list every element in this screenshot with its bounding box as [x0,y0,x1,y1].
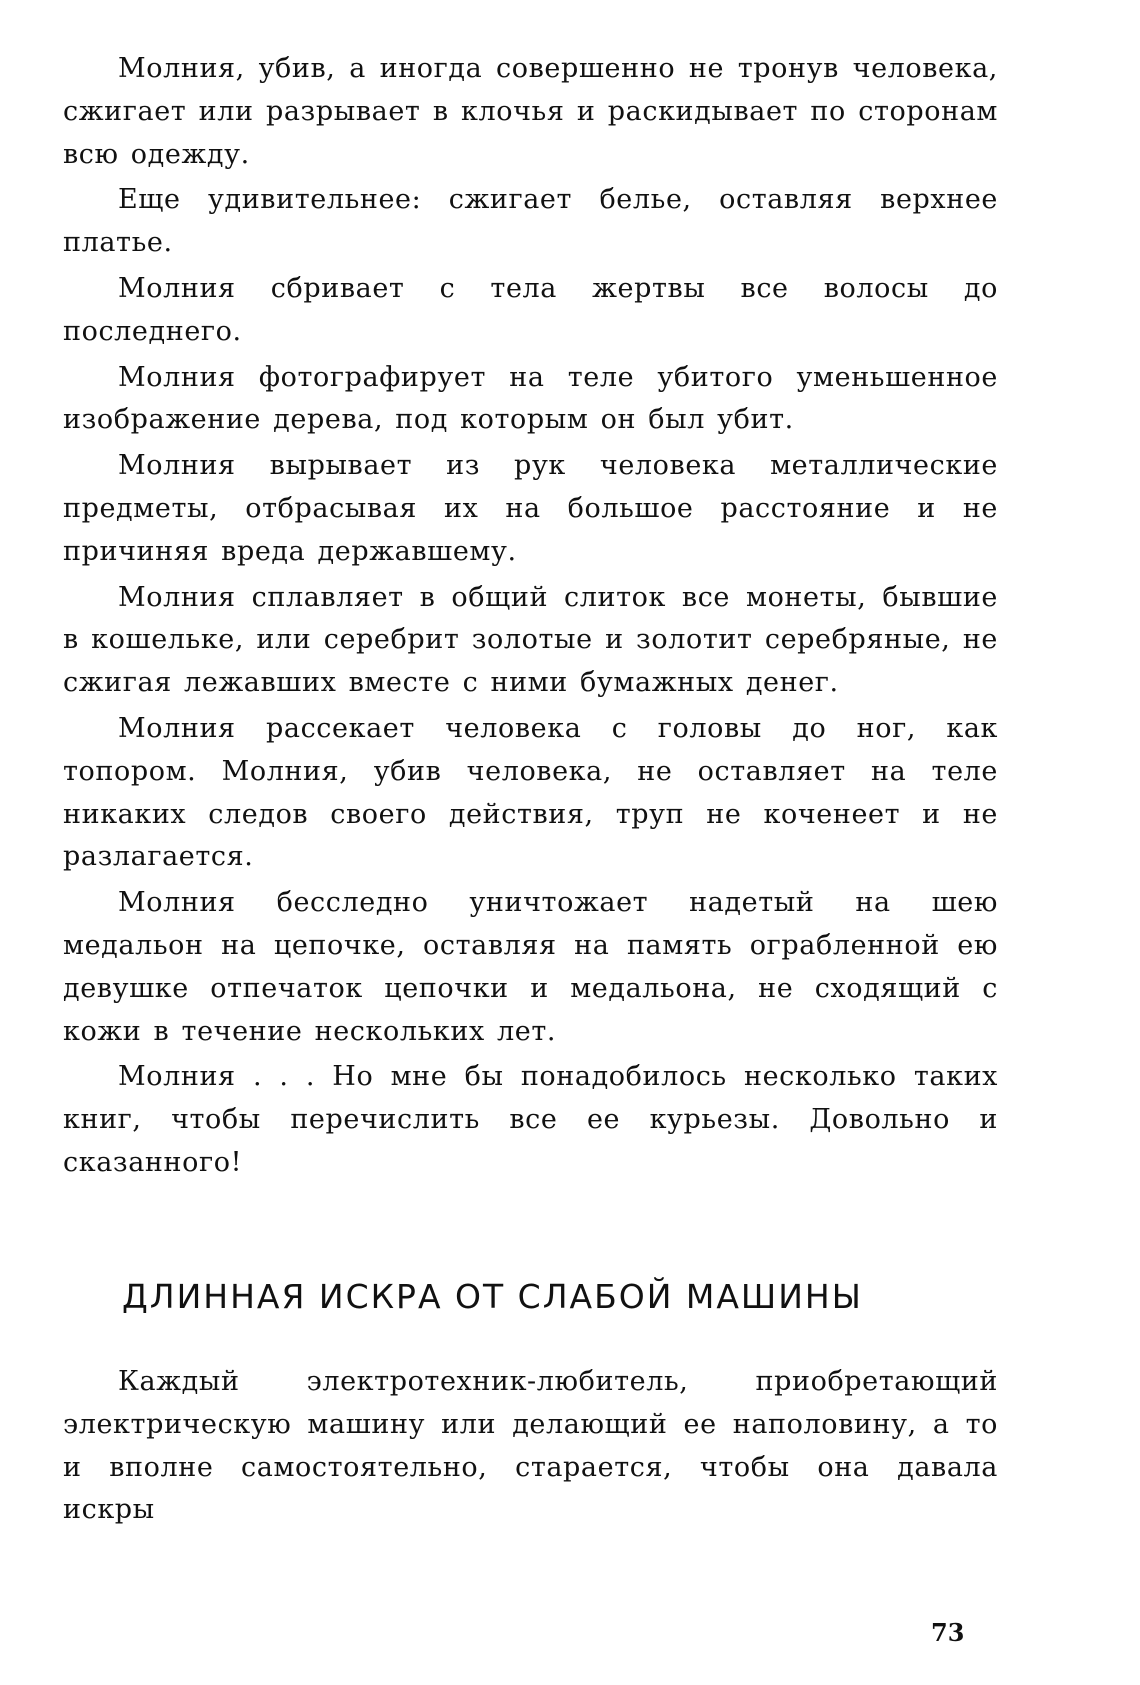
page-number: 73 [931,1618,965,1647]
paragraph: Молния сбривает с тела жертвы все волосы до последнего. [63,272,998,347]
paragraph: Молния вырывает из рук человека металлические предметы, отбрасывая их на большое расстояние и не причиняя вреда державшему. [63,450,998,567]
paragraph: Молния рассекает человека с головы до ног, как топором. Молния, убив человека, не оставляет на теле никаких следов своего действия, труп не коченеет и не разлагается. [63,712,998,873]
page-body [63,48,998,1188]
paragraph: Молния бесследно уничтожает надетый на шею медальон на цепочке, оставляя на память ограбленной ею девушке отпечаток цепочки и медальона, не сходящий с кожи в течение нескольких лет. [63,887,998,1047]
paragraph: Молния, убив, а иногда совершенно не тронув человека, сжигает или разрывает в клочья и раскидывает по сторонам всю одежду. [63,53,998,170]
paragraph: Молния сплавляет в общий слиток все монеты, бывшие в кошельке, или серебрит золотые и золотит серебряные, не сжигая лежавших вместе с ними бумажных денег. [63,581,998,699]
section-paragraph: Каждый электротехник-любитель, приобретающий электрическую машину или делающий ее наполовину, а то и вполне самостоятельно, старается, чтобы она давала искры [63,1366,998,1526]
paragraph: Еще удивительнее: сжигает белье, оставляя верхнее платье. [63,184,998,259]
section-heading: ДЛИННАЯ ИСКРА ОТ СЛАБОЙ МАШИНЫ [122,1277,863,1316]
paragraph: Молния . . . Но мне бы понадобилось несколько таких книг, чтобы перечислить все ее курьезы. Довольно и сказанного! [63,1061,998,1178]
paragraph: Молния фотографирует на теле убитого уменьшенное изображение дерева, под которым он был убит. [63,361,998,436]
section-body [63,1361,998,1535]
